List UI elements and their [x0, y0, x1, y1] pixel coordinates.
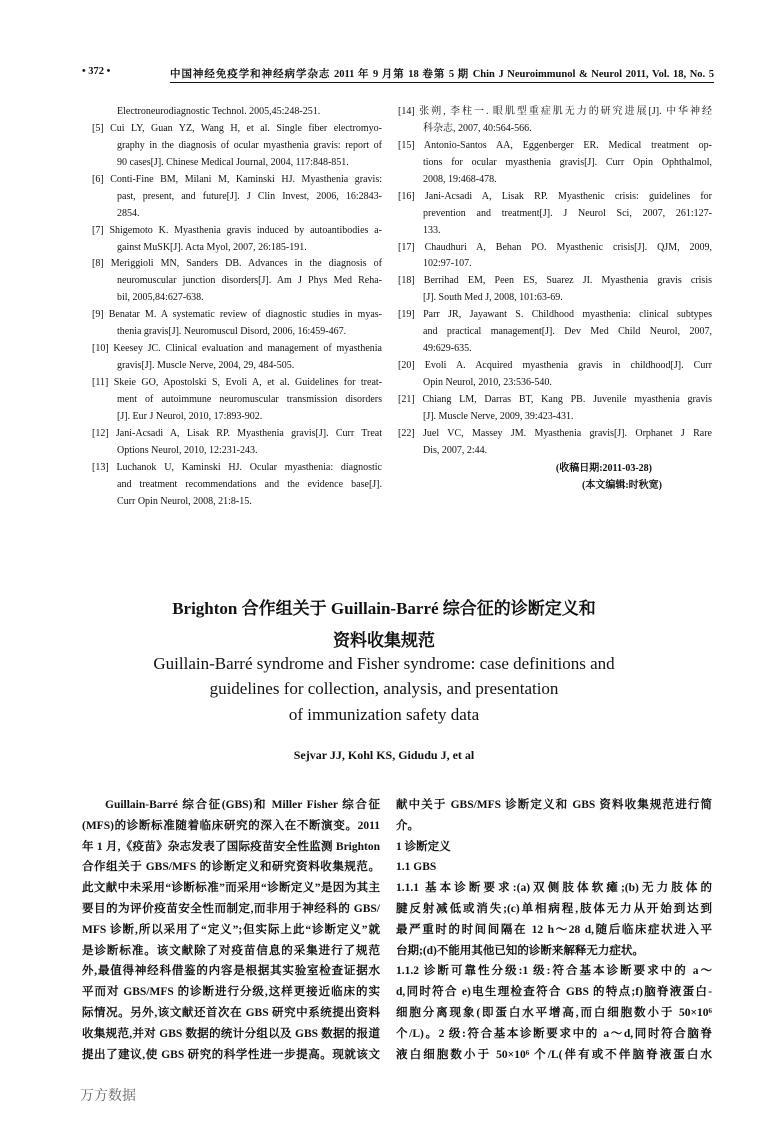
article-authors: Sejvar JJ, Kohl KS, Gidudu J, et al [293, 748, 475, 762]
reference-line: [16] Jani-Acsadi A, Lisak RP. Myasthenic crisis: guidelines for [398, 190, 712, 202]
reference-item [92, 341, 382, 375]
reference-item [92, 375, 382, 426]
journal-header: 中国神经免疫学和神经病学杂志 2011 年 9 月第 18 卷第 5 期 Chin J Neuroimmunol & Neurol 2011, Vol. 18, No. 5 [170, 66, 714, 83]
reference-line: 2854. [117, 207, 140, 219]
article-title-en-line3: of immunization safety data [288, 705, 480, 724]
reference-line: tions for ocular myasthenia gravis[J]. Curr Opin Ophthalmol, [423, 156, 712, 168]
references-right-column [398, 104, 712, 494]
reference-line: [21] Chiang LM, Darras BT, Kang PB. Juvenile myasthenia gravis [398, 393, 712, 405]
reference-item [92, 256, 382, 307]
reference-line: [12] Jani-Acsadi A, Lisak RP. Myasthenia gravis[J]. Curr Treat [92, 427, 382, 439]
body-text-line: MFS 诊断,所以采用了“定义”;但实际上此“诊断定义”就 [82, 923, 380, 936]
reference-line: [5] Cui LY, Guan YZ, Wang H, et al. Single fiber electromyo- [92, 122, 382, 134]
body-text-line: d,同时符合 e)电生理检查符合 GBS 的特点;f)脑脊液蛋白- [396, 986, 712, 999]
reference-line: [14] 张朔, 李柱一. 眼肌型重症肌无力的研究进展[J]. 中华神经 [398, 106, 712, 117]
body-text-line: 要目的为评价疫苗安全性而制定,而非用于神经科的 GBS/ [82, 902, 380, 915]
article-title-en-line2: guidelines for collection, analysis, and presentation [209, 679, 559, 698]
editor-note: (本文编辑:时秋宽) [582, 479, 662, 491]
article-title-cn-line2: 资料收集规范 [333, 631, 435, 650]
reference-item [92, 426, 382, 460]
reference-line: graphy in the diagnosis of ocular myasthenia gravis: report of [117, 139, 382, 151]
body-text-line: 1.1.1 基本诊断要求:(a)双侧肢体软瘫;(b)无力肢体的 [396, 882, 712, 895]
body-text-line: 提出了建议,使 GBS 研究的科学性进一步提高。现就该文 [82, 1048, 380, 1061]
reference-line: 90 cases[J]. Chinese Medical Journal, 2004, 117:848-851. [117, 156, 349, 168]
body-text-line: 平而对 GBS/MFS 的诊断进行分级,这样更接近临床的实 [82, 986, 380, 999]
reference-item [398, 426, 712, 460]
body-text-line: 收集规范,并对 GBS 数据的统计分组以及 GBS 数据的报道 [82, 1027, 380, 1040]
body-text-line: 1.1.2 诊断可靠性分级:1 级:符合基本诊断要求中的 a～ [396, 965, 712, 978]
reference-line: [15] Antonio-Santos AA, Eggenberger ER. Medical treatment op- [398, 139, 712, 151]
reference-line: [7] Shigemoto K. Myasthenia gravis induced by autoantibodies a- [92, 224, 382, 236]
reference-line: Options Neurol, 2010, 12:231-243. [117, 444, 258, 456]
body-text-line: (MFS)的诊断标准随着临床研究的深入在不断演变。2011 [82, 819, 380, 832]
reference-line: prevention and treatment[J]. J Neurol Sci, 2007, 261:127- [423, 207, 712, 219]
reference-line: [18] Berrihad EM, Peen ES, Suarez JI. Myasthenia gravis crisis [398, 275, 712, 287]
reference-line: [8] Meriggioli MN, Sanders DB. Advances in the diagnosis of [92, 258, 382, 270]
references-left-column [92, 104, 382, 511]
reference-item [92, 172, 382, 223]
reference-line: [19] Parr JR, Jayawant S. Childhood myasthenia: clinical subtypes [398, 309, 712, 321]
body-text-line: 合作组关于 GBS/MFS 的诊断定义和研究资料收集规范。 [82, 861, 380, 874]
reference-line: 102:97-107. [423, 258, 472, 270]
reference-line: and practical management[J]. Dev Med Child Neurol, 2007, [423, 326, 712, 338]
reference-item [92, 307, 382, 341]
reference-line: [13] Luchanok U, Kaminski HJ. Ocular myasthenia: diagnostic [92, 461, 382, 473]
body-text-line: 细胞分离现象(即蛋白水平增高,而白细胞数小于 50×10⁶ [396, 1006, 712, 1019]
reference-line: past, present, and future[J]. J Clin Invest, 2006, 16:2843- [117, 190, 382, 202]
article-title-en-line1: Guillain-Barré syndrome and Fisher syndrome: case definitions and [153, 654, 615, 673]
body-text-line: 年 1 月,《疫苗》杂志发表了国际疫苗安全性监测 Brighton [82, 840, 380, 853]
body-text-line: 介。 [396, 819, 419, 832]
reference-item [398, 240, 712, 274]
reference-line: Electroneurodiagnostic Technol. 2005,45:248-251. [117, 106, 321, 117]
references-right-list [398, 104, 712, 460]
reference-line: [17] Chaudhuri A, Behan PO. Myasthenic crisis[J]. QJM, 2009, [398, 241, 712, 253]
body-text-line: 腱反射减低或消失;(c)单相病程,肢体无力从开始到达到 [396, 902, 712, 915]
reference-line: ment of autoimmune neuromuscular transmission disorders [117, 393, 382, 405]
section-heading: 1 诊断定义 [396, 840, 451, 853]
body-left-column [82, 795, 380, 1065]
received-date: (收稿日期:2011-03-28) [555, 462, 652, 474]
reference-line: [6] Conti-Fine BM, Milani M, Kaminski HJ. Myasthenia gravis: [92, 173, 382, 185]
body-text-line: Guillain-Barré 综合征(GBS)和 Miller Fisher 综合征 [105, 799, 380, 811]
reference-item [398, 358, 712, 392]
reference-line: [J]. Eur J Neurol, 2010, 17:893-902. [117, 410, 263, 422]
body-text-line: 最严重时的时间间隔在 12 h～28 d,随后临床症状进入平 [396, 923, 712, 936]
reference-line: 科杂志, 2007, 40:564-566. [423, 122, 532, 134]
reference-line: neuromuscular junction disorders[J]. Am J Phys Med Reha- [117, 275, 382, 287]
reference-line: 49:629-635. [423, 343, 472, 355]
reference-item [92, 460, 382, 511]
reference-line: 133. [423, 224, 441, 236]
reference-line: [11] Skeie GO, Apostolski S, Evoli A, et al. Guidelines for treat- [92, 377, 382, 388]
body-text-line: 液白细胞数小于 50×10⁶ 个/L(伴有或不伴脑脊液蛋白水 [396, 1048, 712, 1061]
section-heading: 1.1 GBS [396, 861, 437, 874]
body-text-line: 际情况。另外,该文献还首次在 GBS 研究中系统提出资料 [82, 1006, 380, 1019]
reference-line: Opin Neurol, 2010, 23:536-540. [423, 377, 552, 388]
reference-line: [10] Keesey JC. Clinical evaluation and management of myasthenia [92, 343, 382, 355]
watermark-logo: 万方数据 [80, 1089, 136, 1104]
reference-line: gainst MuSK[J]. Acta Myol, 2007, 26:185-191. [117, 241, 307, 253]
body-text-line: 献中关于 GBS/MFS 诊断定义和 GBS 资料收集规范进行简 [396, 799, 712, 811]
reference-line: [J]. South Med J, 2008, 101:63-69. [423, 292, 563, 304]
reference-item [92, 104, 382, 121]
body-text-line: 此文献中未采用“诊断标准”而采用“诊断定义”是因为其主 [82, 882, 380, 895]
reference-line: [22] Juel VC, Massey JM. Myasthenia gravis[J]. Orphanet J Rare [398, 427, 712, 439]
article-title-cn-line1: Brighton 合作组关于 Guillain-Barré 综合征的诊断定义和 [172, 599, 596, 618]
reference-item [398, 392, 712, 426]
reference-line: 2008, 19:468-478. [423, 173, 497, 185]
reference-item [92, 121, 382, 172]
body-right-column [396, 795, 712, 1065]
reference-line: [J]. Muscle Nerve, 2009, 39:423-431. [423, 410, 574, 422]
body-text-line: 个/L)。2 级:符合基本诊断要求中的 a～d,同时符合脑脊 [396, 1027, 712, 1040]
body-text-line: 台期;(d)不能用其他已知的诊断来解释无力症状。 [396, 944, 644, 957]
reference-item [398, 138, 712, 189]
reference-line: thenia gravis[J]. Neuromuscul Disord, 2006, 16:459-467. [117, 326, 347, 338]
reference-line: gravis[J]. Muscle Nerve, 2004, 29, 484-505. [117, 360, 295, 372]
reference-item [92, 223, 382, 257]
reference-line: and treatment recommendations and the evidence base[J]. [117, 478, 382, 490]
reference-item [398, 273, 712, 307]
reference-line: [20] Evoli A. Acquired myasthenia gravis in childhood[J]. Curr [398, 360, 712, 372]
body-text-line: 是诊断标准。该文献除了对疫苗信息的采集进行了规范 [82, 944, 380, 957]
reference-line: Curr Opin Neurol, 2008, 21:8-15. [117, 495, 252, 507]
page-number: • 372 • [82, 66, 111, 77]
reference-line: Dis, 2007, 2:44. [423, 444, 488, 456]
reference-line: bil, 2005,84:627-638. [117, 292, 204, 304]
reference-item [398, 104, 712, 138]
reference-item [398, 307, 712, 358]
reference-line: [9] Benatar M. A systematic review of diagnostic studies in myas- [92, 309, 382, 321]
reference-item [398, 189, 712, 240]
body-text-line: 外,最值得神经科借鉴的内容是根据其实验室检查证据水 [82, 965, 380, 978]
